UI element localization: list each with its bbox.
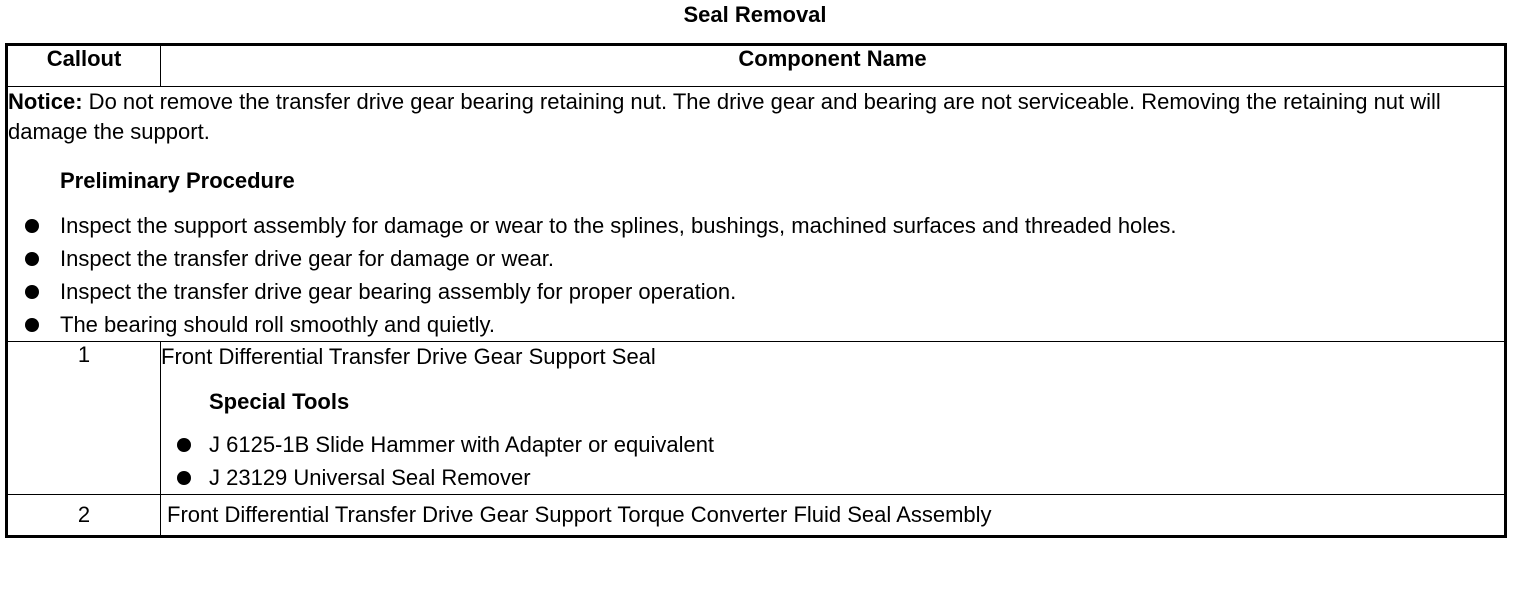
bullet-icon xyxy=(177,438,191,452)
component-name: Front Differential Transfer Drive Gear Support Seal xyxy=(161,344,656,369)
notice-label: Notice: xyxy=(8,89,83,114)
list-item xyxy=(8,209,1504,242)
list-item-text: Inspect the transfer drive gear for damage or wear. xyxy=(60,246,555,271)
table-header-row xyxy=(7,45,1506,87)
notice-cell xyxy=(7,87,1506,342)
callout-cell: 1 xyxy=(7,342,161,495)
header-component-name: Component Name xyxy=(161,45,1506,87)
bullet-icon xyxy=(177,471,191,485)
component-name: Front Differential Transfer Drive Gear Support Torque Converter Fluid Seal Assembly xyxy=(161,495,1506,537)
preliminary-procedure-list xyxy=(8,209,1504,341)
page-title: Seal Removal xyxy=(683,2,827,27)
preliminary-procedure-heading: Preliminary Procedure xyxy=(60,168,295,193)
list-item xyxy=(8,275,1504,308)
table-row xyxy=(7,342,1506,495)
callout-cell: 2 xyxy=(7,495,161,537)
bullet-icon xyxy=(25,285,39,299)
table-row xyxy=(7,495,1506,537)
list-item xyxy=(8,242,1504,275)
list-item-text: Inspect the support assembly for damage or wear to the splines, bushings, machined surfaces and threaded holes. xyxy=(60,213,1177,238)
list-item-text: Inspect the transfer drive gear bearing assembly for proper operation. xyxy=(60,279,737,304)
notice-paragraph xyxy=(8,87,1504,147)
list-item-text: J 6125-1B Slide Hammer with Adapter or equivalent xyxy=(209,432,715,457)
notice-row xyxy=(7,87,1506,342)
list-item xyxy=(8,308,1504,341)
bullet-icon xyxy=(25,318,39,332)
list-item-text: J 23129 Universal Seal Remover xyxy=(209,465,531,490)
special-tools-heading: Special Tools xyxy=(209,389,350,414)
list-item-text: The bearing should roll smoothly and quietly. xyxy=(60,312,495,337)
list-item xyxy=(161,428,1504,461)
header-callout: Callout xyxy=(7,45,161,87)
list-item xyxy=(161,461,1504,494)
component-cell xyxy=(161,342,1506,495)
notice-text: Do not remove the transfer drive gear bearing retaining nut. The drive gear and bearing are not serviceable. Removing the retaining nut will damage the support. xyxy=(8,89,1441,144)
special-tools-list xyxy=(161,428,1504,494)
bullet-icon xyxy=(25,219,39,233)
seal-removal-table xyxy=(5,43,1507,538)
bullet-icon xyxy=(25,252,39,266)
